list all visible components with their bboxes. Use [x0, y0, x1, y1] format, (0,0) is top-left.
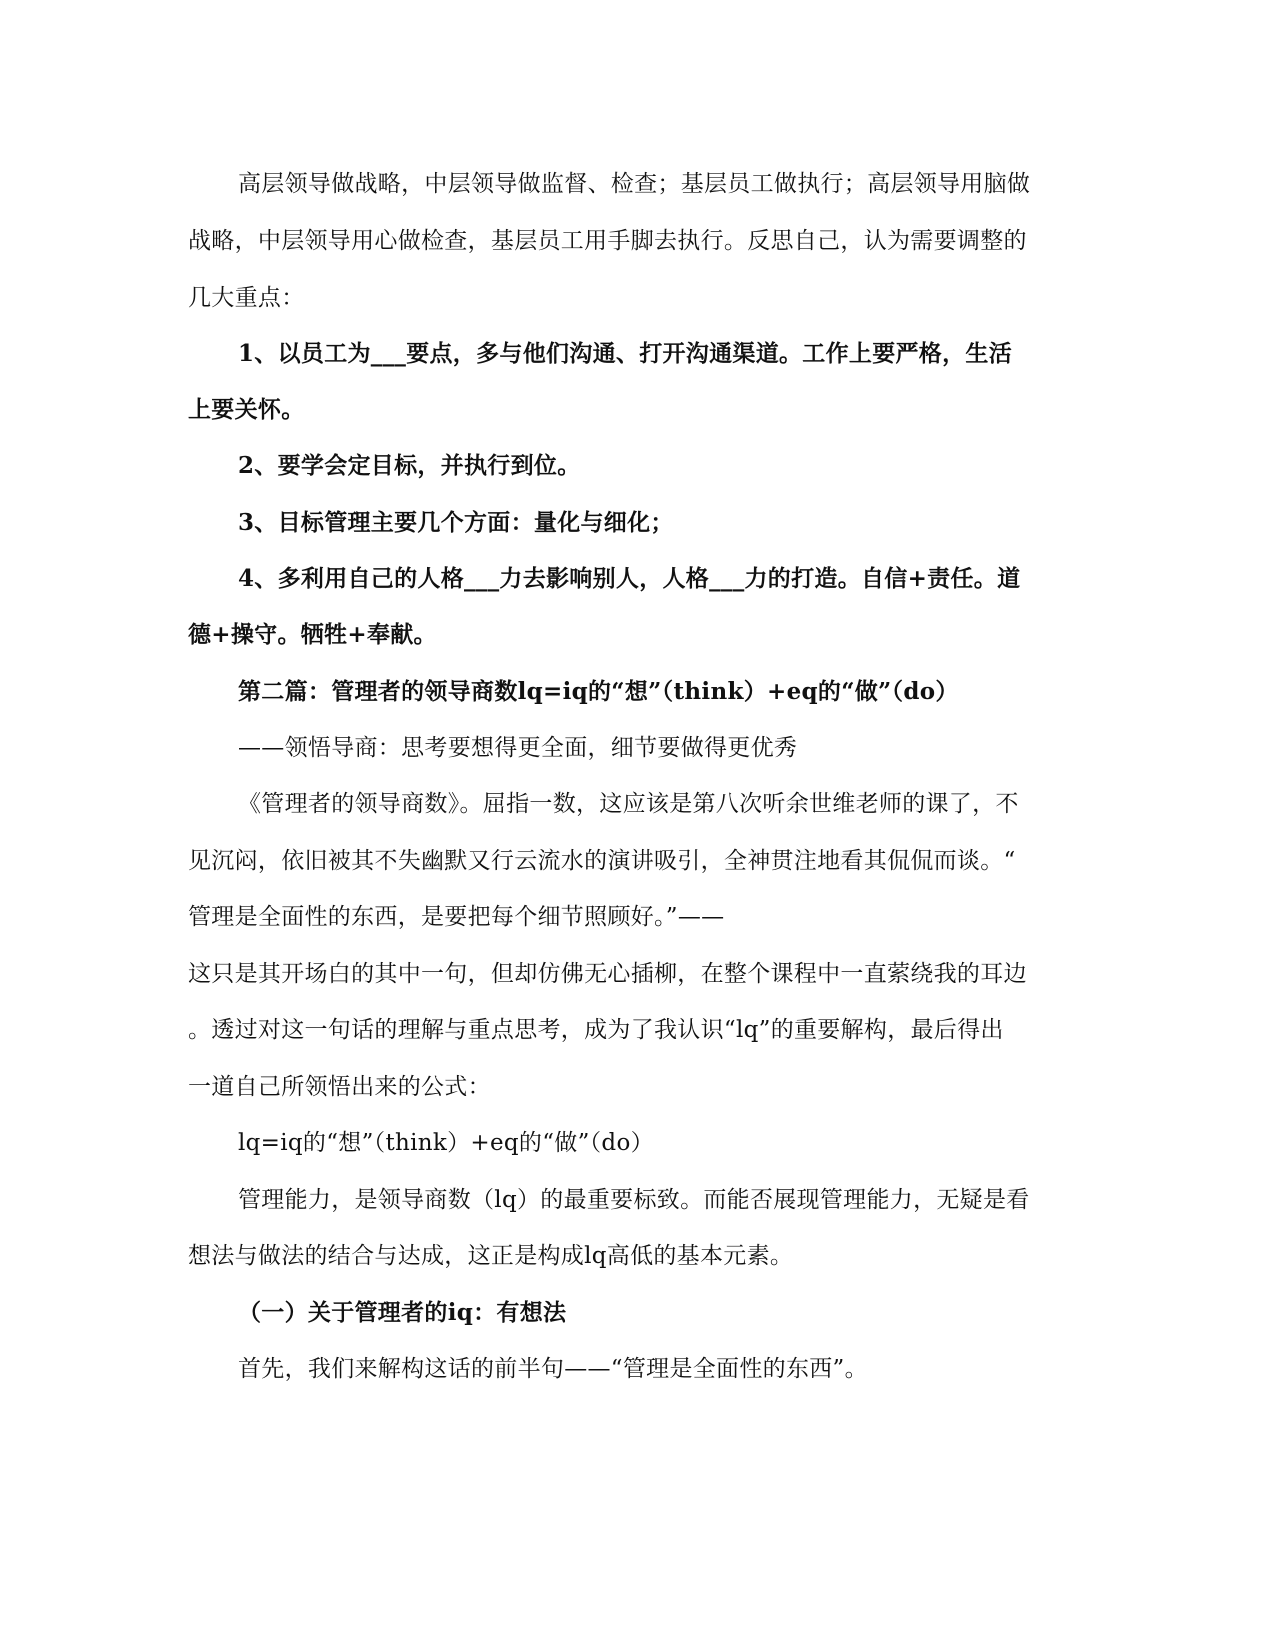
- paragraph-1-line-2: 战略，中层领导用心做检查，基层员工用手脚去执行。反思自己，认为需要调整的: [188, 228, 1027, 254]
- section-heading-iq: （一）关于管理者的iq：有想法: [238, 1299, 567, 1326]
- paragraph-1-line-3: 几大重点：: [188, 285, 305, 311]
- list-item-2: 2、要学会定目标，并执行到位。: [238, 452, 581, 479]
- list-item-4-line-1: 4、多利用自己的人格___力去影响别人，人格___力的打造。自信+责任。道: [238, 565, 1021, 592]
- paragraph-2-line-4: 这只是其开场白的其中一句，但却仿佛无心插柳，在整个课程中一直萦绕我的耳边: [188, 961, 1027, 987]
- paragraph-2-line-1: 《管理者的领导商数》。屈指一数，这应该是第八次听余世维老师的课了，不: [238, 791, 1019, 817]
- paragraph-3-line-1: 管理能力，是领导商数（lq）的最重要标致。而能否展现管理能力，无疑是看: [238, 1187, 1030, 1213]
- paragraph-2-line-2: 见沉闷，依旧被其不失幽默又行云流水的演讲吸引，全神贯注地看其侃侃而谈。“: [188, 848, 1016, 874]
- paragraph-2-line-3: 管理是全面性的东西，是要把每个细节照顾好。”——: [188, 904, 725, 930]
- paragraph-1-line-1: 高层领导做战略，中层领导做监督、检查；基层员工做执行；高层领导用脑做: [238, 171, 1031, 197]
- formula: lq=iq的“想”（think）+eq的“做”（do）: [238, 1130, 654, 1156]
- paragraph-3-line-2: 想法与做法的结合与达成，这正是构成lq高低的基本元素。: [188, 1243, 794, 1269]
- list-item-3: 3、目标管理主要几个方面：量化与细化；: [238, 509, 674, 536]
- section-heading-2: 第二篇：管理者的领导商数lq=iq的“想”（think）+eq的“做”（do）: [238, 678, 959, 705]
- paragraph-4: 首先，我们来解构这话的前半句——“管理是全面性的东西”。: [238, 1356, 868, 1382]
- list-item-4-line-2: 德+操守。牺牲+奉献。: [188, 621, 437, 648]
- paragraph-2-line-6: 一道自己所领悟出来的公式：: [188, 1074, 491, 1100]
- list-item-1-line-1: 1、以员工为___要点，多与他们沟通、打开沟通渠道。工作上要严格，生活: [238, 340, 1013, 367]
- paragraph-2-line-5: 。透过对这一句话的理解与重点思考，成为了我认识“lq”的重要解构，最后得出: [188, 1017, 1004, 1043]
- list-item-1-line-2: 上要关怀。: [188, 396, 305, 423]
- subtitle: ——领悟导商：思考要想得更全面，细节要做得更优秀: [238, 735, 798, 761]
